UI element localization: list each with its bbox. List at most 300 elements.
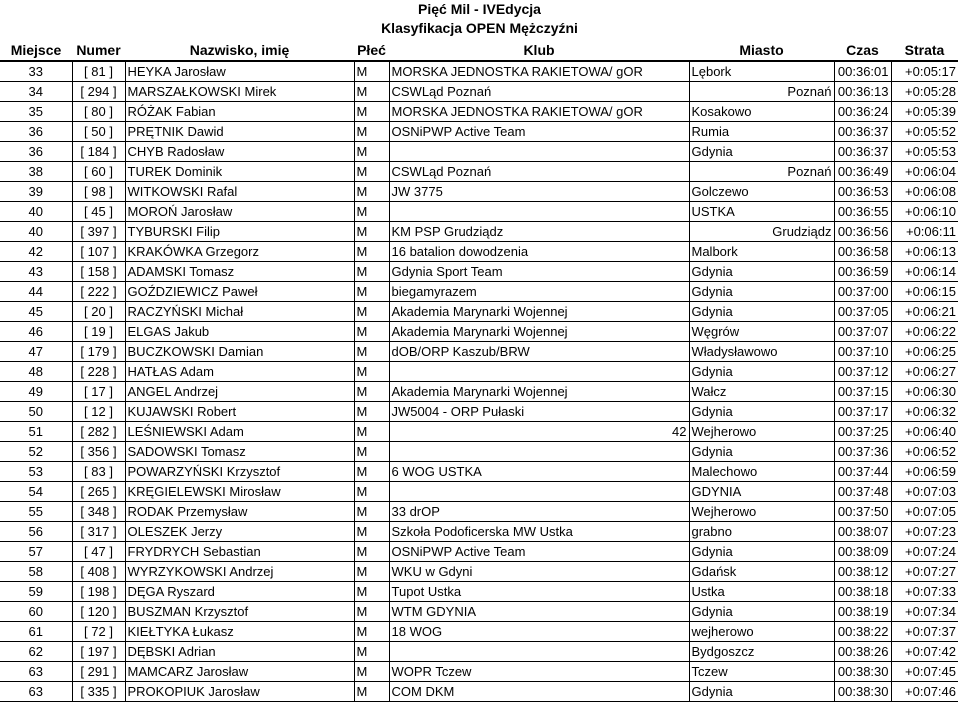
city-cell: Kosakowo [689,102,834,122]
header-row [0,40,958,61]
city-cell: Ustka [689,582,834,602]
time-cell: 00:36:37 [834,142,891,162]
table-row [0,682,958,702]
club-cell: COM DKM [389,682,689,702]
table-row [0,482,958,502]
time-cell: 00:38:19 [834,602,891,622]
city-cell: Wałcz [689,382,834,402]
city-cell: Gdańsk [689,562,834,582]
loss-cell: +0:05:39 [891,102,958,122]
name-cell: POWARZYŃSKI Krzysztof [125,462,354,482]
club-cell: Gdynia Sport Team [389,262,689,282]
loss-cell: +0:06:14 [891,262,958,282]
table-row [0,162,958,182]
club-cell [389,142,689,162]
city-cell: Gdynia [689,542,834,562]
name-cell: WITKOWSKI Rafal [125,182,354,202]
number-cell: [ 294 ] [72,82,125,102]
name-cell: TUREK Dominik [125,162,354,182]
time-cell: 00:37:25 [834,422,891,442]
time-cell: 00:38:07 [834,522,891,542]
table-row [0,462,958,482]
name-cell: OLESZEK Jerzy [125,522,354,542]
club-cell: CSWLąd Poznań [389,162,689,182]
loss-cell: +0:07:46 [891,682,958,702]
table-row [0,502,958,522]
time-cell: 00:37:48 [834,482,891,502]
club-cell: dOB/ORP Kaszub/BRW [389,342,689,362]
time-cell: 00:38:22 [834,622,891,642]
city-cell: Rumia [689,122,834,142]
place-cell: 63 [0,662,72,682]
table-row [0,242,958,262]
table-row [0,182,958,202]
time-cell: 00:37:17 [834,402,891,422]
city-cell: Gdynia [689,282,834,302]
loss-cell: +0:05:28 [891,82,958,102]
number-cell: [ 81 ] [72,61,125,82]
name-cell: DĘBSKI Adrian [125,642,354,662]
name-cell: RÓŻAK Fabian [125,102,354,122]
table-row [0,562,958,582]
name-cell: CHYB Radosław [125,142,354,162]
loss-cell: +0:06:59 [891,462,958,482]
name-cell: LEŚNIEWSKI Adam [125,422,354,442]
loss-cell: +0:06:08 [891,182,958,202]
number-cell: [ 291 ] [72,662,125,682]
page-title: Pięć Mil - IVEdycja [418,1,541,17]
city-cell: Tczew [689,662,834,682]
time-cell: 00:36:55 [834,202,891,222]
sex-cell: M [354,382,389,402]
time-cell: 00:37:00 [834,282,891,302]
table-row [0,642,958,662]
col-header-number: Numer [72,40,125,61]
sex-cell: M [354,342,389,362]
number-cell: [ 17 ] [72,382,125,402]
name-cell: MARSZAŁKOWSKI Mirek [125,82,354,102]
time-cell: 00:36:13 [834,82,891,102]
loss-cell: +0:06:21 [891,302,958,322]
place-cell: 51 [0,422,72,442]
loss-cell: +0:06:13 [891,242,958,262]
name-cell: RACZYŃSKI Michał [125,302,354,322]
table-row [0,602,958,622]
club-cell: CSWLąd Poznań [389,82,689,102]
loss-cell: +0:07:37 [891,622,958,642]
sex-cell: M [354,262,389,282]
loss-cell: +0:07:27 [891,562,958,582]
club-cell [389,362,689,382]
sex-cell: M [354,402,389,422]
sex-cell: M [354,582,389,602]
place-cell: 57 [0,542,72,562]
place-cell: 40 [0,202,72,222]
city-cell: Poznań [689,82,834,102]
name-cell: KRĘGIELEWSKI Mirosław [125,482,354,502]
time-cell: 00:36:53 [834,182,891,202]
place-cell: 61 [0,622,72,642]
time-cell: 00:38:30 [834,662,891,682]
place-cell: 43 [0,262,72,282]
table-row [0,342,958,362]
col-header-city: Miasto [689,40,834,61]
club-cell: JW5004 - ORP Pułaski [389,402,689,422]
city-cell: Gdynia [689,442,834,462]
city-cell: Poznań [689,162,834,182]
number-cell: [ 120 ] [72,602,125,622]
sex-cell: M [354,422,389,442]
table-row [0,61,958,82]
name-cell: PRĘTNIK Dawid [125,122,354,142]
sex-cell: M [354,362,389,382]
loss-cell: +0:06:04 [891,162,958,182]
sex-cell: M [354,662,389,682]
place-cell: 54 [0,482,72,502]
sex-cell: M [354,322,389,342]
time-cell: 00:36:49 [834,162,891,182]
table-row [0,382,958,402]
sex-cell: M [354,442,389,462]
sex-cell: M [354,142,389,162]
city-cell: Gdynia [689,262,834,282]
city-cell: Węgrów [689,322,834,342]
city-cell: Bydgoszcz [689,642,834,662]
club-cell: Szkoła Podoficerska MW Ustka [389,522,689,542]
club-cell: Akademia Marynarki Wojennej [389,322,689,342]
number-cell: [ 179 ] [72,342,125,362]
col-header-sex: Płeć [354,40,389,61]
sex-cell: M [354,102,389,122]
table-row [0,222,958,242]
number-cell: [ 47 ] [72,542,125,562]
name-cell: KIEŁTYKA Łukasz [125,622,354,642]
time-cell: 00:37:10 [834,342,891,362]
loss-cell: +0:06:40 [891,422,958,442]
place-cell: 56 [0,522,72,542]
club-cell: 18 WOG [389,622,689,642]
place-cell: 59 [0,582,72,602]
place-cell: 46 [0,322,72,342]
loss-cell: +0:07:33 [891,582,958,602]
number-cell: [ 60 ] [72,162,125,182]
loss-cell: +0:07:42 [891,642,958,662]
time-cell: 00:38:18 [834,582,891,602]
club-cell: Akademia Marynarki Wojennej [389,382,689,402]
table-row [0,362,958,382]
table-row [0,442,958,462]
sex-cell: M [354,82,389,102]
name-cell: MOROŃ Jarosław [125,202,354,222]
loss-cell: +0:05:53 [891,142,958,162]
club-cell: KM PSP Grudziądz [389,222,689,242]
number-cell: [ 356 ] [72,442,125,462]
club-cell: WOPR Tczew [389,662,689,682]
club-cell [389,642,689,662]
name-cell: KRAKÓWKA Grzegorz [125,242,354,262]
loss-cell: +0:06:30 [891,382,958,402]
sex-cell: M [354,622,389,642]
sex-cell: M [354,162,389,182]
loss-cell: +0:07:34 [891,602,958,622]
table-row [0,202,958,222]
name-cell: SADOWSKI Tomasz [125,442,354,462]
name-cell: ELGAS Jakub [125,322,354,342]
name-cell: TYBURSKI Filip [125,222,354,242]
sex-cell: M [354,182,389,202]
time-cell: 00:37:12 [834,362,891,382]
place-cell: 50 [0,402,72,422]
place-cell: 47 [0,342,72,362]
place-cell: 39 [0,182,72,202]
table-row [0,582,958,602]
table-row [0,102,958,122]
table-row [0,282,958,302]
table-row [0,262,958,282]
number-cell: [ 80 ] [72,102,125,122]
time-cell: 00:37:05 [834,302,891,322]
time-cell: 00:38:26 [834,642,891,662]
name-cell: HATŁAS Adam [125,362,354,382]
time-cell: 00:37:50 [834,502,891,522]
place-cell: 40 [0,222,72,242]
page-header [0,0,959,38]
number-cell: [ 20 ] [72,302,125,322]
city-cell: Gdynia [689,682,834,702]
time-cell: 00:36:24 [834,102,891,122]
number-cell: [ 335 ] [72,682,125,702]
place-cell: 42 [0,242,72,262]
club-cell [389,442,689,462]
loss-cell: +0:07:23 [891,522,958,542]
place-cell: 62 [0,642,72,662]
sex-cell: M [354,642,389,662]
place-cell: 38 [0,162,72,182]
time-cell: 00:38:30 [834,682,891,702]
number-cell: [ 72 ] [72,622,125,642]
club-cell: MORSKA JEDNOSTKA RAKIETOWA/ gOR [389,102,689,122]
club-cell: WTM GDYNIA [389,602,689,622]
table-row [0,122,958,142]
time-cell: 00:37:07 [834,322,891,342]
table-row [0,422,958,442]
city-cell: Gdynia [689,362,834,382]
sex-cell: M [354,482,389,502]
number-cell: [ 348 ] [72,502,125,522]
table-row [0,142,958,162]
loss-cell: +0:06:32 [891,402,958,422]
number-cell: [ 107 ] [72,242,125,262]
sex-cell: M [354,61,389,82]
city-cell: GDYNIA [689,482,834,502]
sex-cell: M [354,122,389,142]
loss-cell: +0:06:52 [891,442,958,462]
club-cell: JW 3775 [389,182,689,202]
sex-cell: M [354,202,389,222]
place-cell: 44 [0,282,72,302]
col-header-loss: Strata [891,40,958,61]
sex-cell: M [354,222,389,242]
results-body [0,61,958,702]
time-cell: 00:36:56 [834,222,891,242]
city-cell: wejherowo [689,622,834,642]
club-cell: biegamyrazem [389,282,689,302]
name-cell: ADAMSKI Tomasz [125,262,354,282]
number-cell: [ 228 ] [72,362,125,382]
col-header-name: Nazwisko, imię [125,40,354,61]
sex-cell: M [354,242,389,262]
page-subtitle: Klasyfikacja OPEN Mężczyźni [381,20,578,36]
loss-cell: +0:07:03 [891,482,958,502]
sex-cell: M [354,282,389,302]
number-cell: [ 50 ] [72,122,125,142]
sex-cell: M [354,302,389,322]
table-row [0,622,958,642]
table-row [0,662,958,682]
time-cell: 00:38:09 [834,542,891,562]
loss-cell: +0:06:25 [891,342,958,362]
name-cell: KUJAWSKI Robert [125,402,354,422]
number-cell: [ 408 ] [72,562,125,582]
loss-cell: +0:06:22 [891,322,958,342]
place-cell: 36 [0,122,72,142]
number-cell: [ 198 ] [72,582,125,602]
number-cell: [ 158 ] [72,262,125,282]
table-row [0,522,958,542]
col-header-place: Miejsce [0,40,72,61]
table-row [0,302,958,322]
name-cell: HEYKA Jarosław [125,61,354,82]
sex-cell: M [354,682,389,702]
name-cell: DĘGA Ryszard [125,582,354,602]
city-cell: Gdynia [689,602,834,622]
number-cell: [ 45 ] [72,202,125,222]
club-cell: 16 batalion dowodzenia [389,242,689,262]
number-cell: [ 197 ] [72,642,125,662]
place-cell: 48 [0,362,72,382]
club-cell: WKU w Gdyni [389,562,689,582]
time-cell: 00:37:44 [834,462,891,482]
club-cell: OSNiPWP Active Team [389,122,689,142]
number-cell: [ 282 ] [72,422,125,442]
club-cell: 33 drOP [389,502,689,522]
table-row [0,402,958,422]
sex-cell: M [354,462,389,482]
time-cell: 00:36:37 [834,122,891,142]
results-table [0,40,958,702]
club-cell: 6 WOG USTKA [389,462,689,482]
loss-cell: +0:06:11 [891,222,958,242]
number-cell: [ 184 ] [72,142,125,162]
place-cell: 33 [0,61,72,82]
loss-cell: +0:07:24 [891,542,958,562]
name-cell: BUCZKOWSKI Damian [125,342,354,362]
place-cell: 55 [0,502,72,522]
time-cell: 00:36:59 [834,262,891,282]
time-cell: 00:37:15 [834,382,891,402]
number-cell: [ 12 ] [72,402,125,422]
place-cell: 52 [0,442,72,462]
table-row [0,542,958,562]
name-cell: WYRZYKOWSKI Andrzej [125,562,354,582]
time-cell: 00:36:58 [834,242,891,262]
sex-cell: M [354,602,389,622]
club-cell: Tupot Ustka [389,582,689,602]
place-cell: 60 [0,602,72,622]
name-cell: GOŹDZIEWICZ Paweł [125,282,354,302]
number-cell: [ 265 ] [72,482,125,502]
sex-cell: M [354,522,389,542]
place-cell: 49 [0,382,72,402]
sex-cell: M [354,542,389,562]
loss-cell: +0:07:05 [891,502,958,522]
city-cell: Wejherowo [689,422,834,442]
col-header-time: Czas [834,40,891,61]
sex-cell: M [354,562,389,582]
place-cell: 36 [0,142,72,162]
club-cell: OSNiPWP Active Team [389,542,689,562]
club-cell [389,202,689,222]
city-cell: Władysławowo [689,342,834,362]
loss-cell: +0:06:27 [891,362,958,382]
name-cell: ANGEL Andrzej [125,382,354,402]
city-cell: Gdynia [689,142,834,162]
name-cell: BUSZMAN Krzysztof [125,602,354,622]
name-cell: FRYDRYCH Sebastian [125,542,354,562]
loss-cell: +0:06:15 [891,282,958,302]
city-cell: Gdynia [689,402,834,422]
number-cell: [ 98 ] [72,182,125,202]
table-row [0,82,958,102]
place-cell: 45 [0,302,72,322]
loss-cell: +0:07:45 [891,662,958,682]
number-cell: [ 222 ] [72,282,125,302]
club-cell [389,482,689,502]
time-cell: 00:38:12 [834,562,891,582]
table-row [0,322,958,342]
loss-cell: +0:05:52 [891,122,958,142]
city-cell: Gdynia [689,302,834,322]
place-cell: 53 [0,462,72,482]
time-cell: 00:36:01 [834,61,891,82]
club-cell: Akademia Marynarki Wojennej [389,302,689,322]
name-cell: MAMCARZ Jarosław [125,662,354,682]
city-cell: Golczewo [689,182,834,202]
place-cell: 58 [0,562,72,582]
loss-cell: +0:05:17 [891,61,958,82]
city-cell: Wejherowo [689,502,834,522]
name-cell: PROKOPIUK Jarosław [125,682,354,702]
col-header-club: Klub [389,40,689,61]
city-cell: Grudziądz [689,222,834,242]
city-cell: Lębork [689,61,834,82]
number-cell: [ 19 ] [72,322,125,342]
city-cell: Malbork [689,242,834,262]
place-cell: 63 [0,682,72,702]
number-cell: [ 317 ] [72,522,125,542]
loss-cell: +0:06:10 [891,202,958,222]
number-cell: [ 83 ] [72,462,125,482]
time-cell: 00:37:36 [834,442,891,462]
place-cell: 34 [0,82,72,102]
sex-cell: M [354,502,389,522]
city-cell: USTKA [689,202,834,222]
number-cell: [ 397 ] [72,222,125,242]
club-cell: 42 [389,422,689,442]
name-cell: RODAK Przemysław [125,502,354,522]
place-cell: 35 [0,102,72,122]
club-cell: MORSKA JEDNOSTKA RAKIETOWA/ gOR [389,61,689,82]
